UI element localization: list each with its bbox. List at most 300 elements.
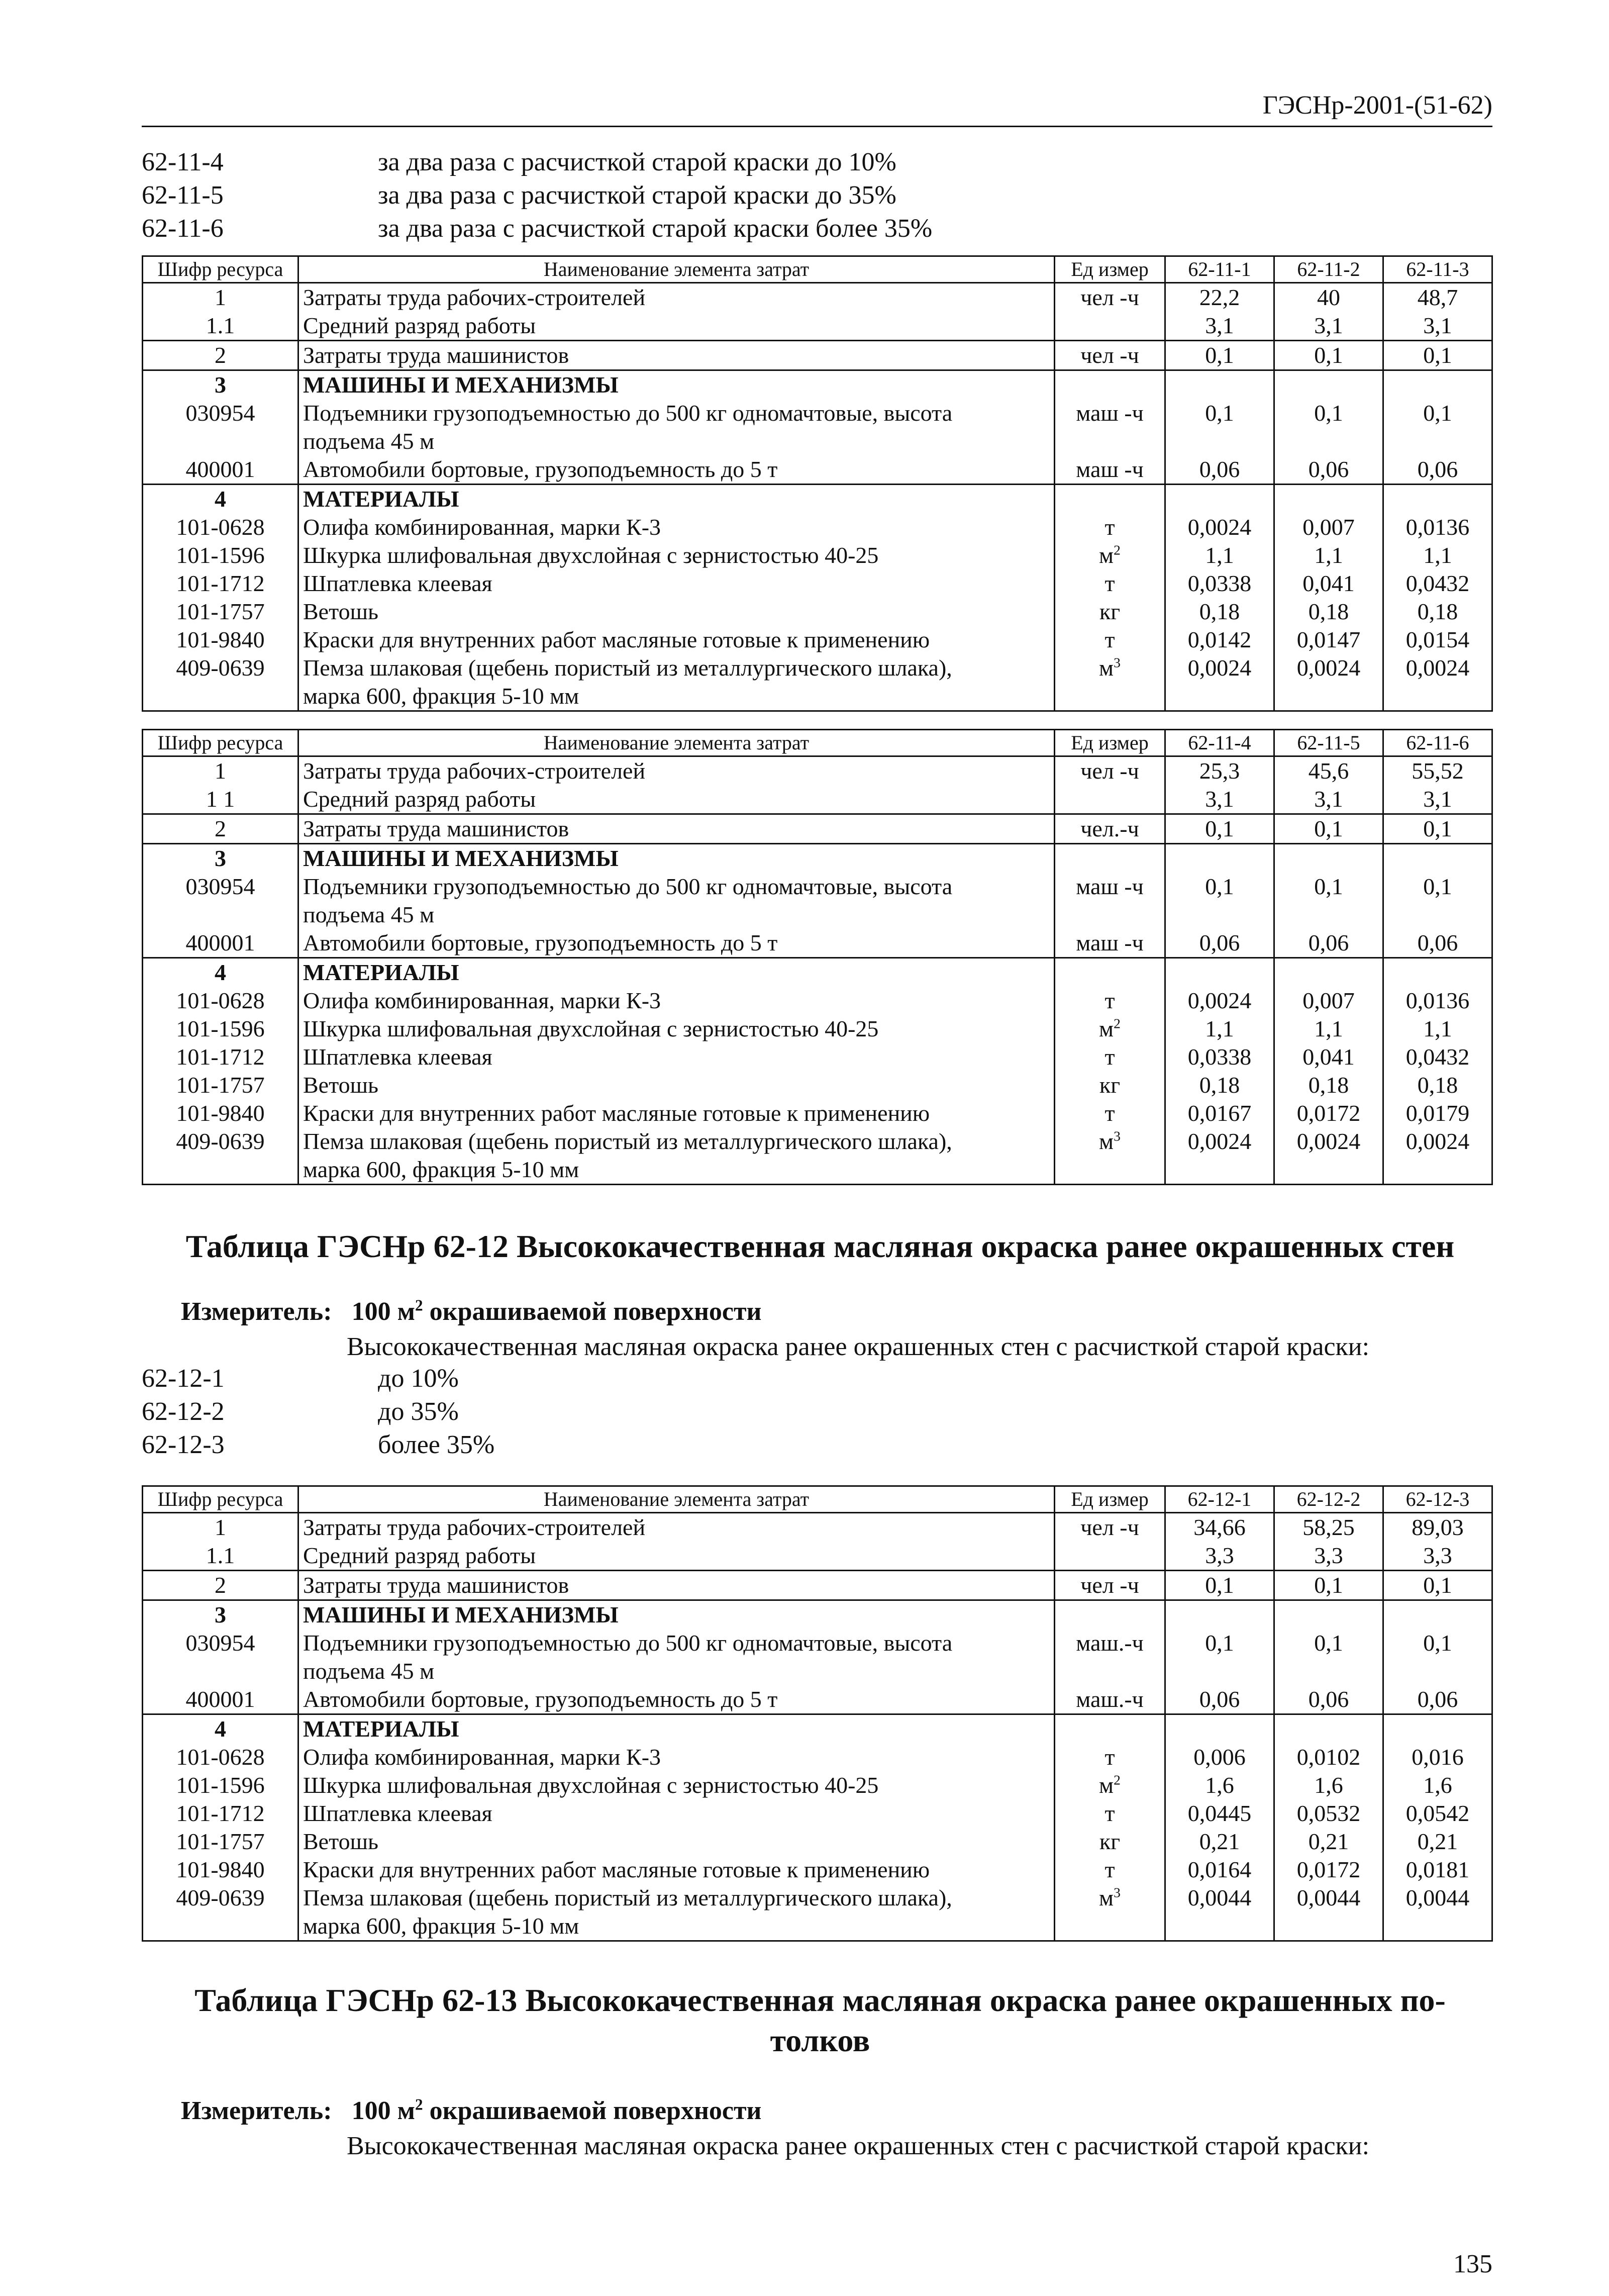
norm-value: 0,1: [1274, 814, 1383, 844]
cost-item-name: Затраты труда машинистов: [298, 814, 1055, 844]
norm-value: 55,52: [1383, 756, 1492, 786]
resource-code: 101-1757: [143, 598, 298, 626]
table-row: [143, 1912, 1492, 1941]
table-row: [143, 844, 1492, 873]
norm-value: 40: [1274, 283, 1383, 312]
norm-value: [1383, 901, 1492, 929]
norm-value: [1165, 1156, 1274, 1185]
table-row: [143, 626, 1492, 654]
unit: м: [1099, 655, 1114, 681]
resource-code: 1 1: [143, 785, 298, 814]
cost-item-name: Краски для внутренних работ масляные готовые к применению: [298, 1856, 1055, 1884]
resource-code: 101-1712: [143, 1043, 298, 1071]
unit-cell: [1055, 654, 1165, 682]
unit: [1055, 1714, 1165, 1744]
unit: т: [1055, 1043, 1165, 1071]
cost-item-name: Олифа комбинированная, марки К-3: [298, 513, 1055, 541]
norm-value: [1165, 427, 1274, 455]
header-name: Наименование элемента затрат: [298, 256, 1055, 283]
unit-sup: 3: [1114, 1128, 1121, 1144]
unit: [1055, 1542, 1165, 1571]
cost-item-name: Ветошь: [298, 1071, 1055, 1099]
norm-value: 0,1: [1383, 814, 1492, 844]
unit: чел -ч: [1055, 1571, 1165, 1600]
table-row: [143, 370, 1492, 400]
norm-value: 0,0432: [1383, 569, 1492, 598]
norm-value: [1165, 1714, 1274, 1744]
cost-item-name: Пемза шлаковая (щебень пористый из металлургического шлака),: [298, 1127, 1055, 1156]
norm-value: 3,1: [1274, 312, 1383, 341]
table-row: [143, 1657, 1492, 1685]
cost-item-name: марка 600, фракция 5-10 мм: [298, 1912, 1055, 1941]
table-row: [143, 1714, 1492, 1744]
code: 62-12-1: [142, 1364, 225, 1393]
resource-code: 1.1: [143, 312, 298, 341]
cost-item-name: МАШИНЫ И МЕХАНИЗМЫ: [298, 1600, 1055, 1630]
unit-cell: [1055, 1771, 1165, 1799]
resource-code: 2: [143, 341, 298, 370]
cost-item-name: Шкурка шлифовальная двухслойная с зернистостью 40-25: [298, 541, 1055, 569]
norm-value: 0,0044: [1383, 1884, 1492, 1912]
cost-item-name: Затраты труда машинистов: [298, 341, 1055, 370]
norm-value: [1274, 1714, 1383, 1744]
resource-code: 101-1757: [143, 1071, 298, 1099]
resource-code: 409-0639: [143, 1884, 298, 1912]
header-unit: Ед измер: [1055, 256, 1165, 283]
norm-value: [1383, 1657, 1492, 1685]
resource-table-62-11-1-3: [142, 255, 1493, 712]
code-line: [142, 1428, 1498, 1462]
header-unit: Ед измер: [1055, 730, 1165, 756]
header-norm-code: 62-11-2: [1274, 256, 1383, 283]
table-row: [143, 1771, 1492, 1799]
unit: чел -ч: [1055, 283, 1165, 312]
norm-value: 0,21: [1383, 1828, 1492, 1856]
table-row: [143, 958, 1492, 987]
header-name: Наименование элемента затрат: [298, 1486, 1055, 1513]
cost-item-name: Подъемники грузоподъемностью до 500 кг одномачтовые, высота: [298, 873, 1055, 901]
unit: т: [1055, 1799, 1165, 1828]
measurer-62-13: [181, 2096, 762, 2126]
resource-code: 409-0639: [143, 654, 298, 682]
resource-code: [143, 1912, 298, 1941]
norm-value: 34,66: [1165, 1513, 1274, 1542]
norm-value: 0,041: [1274, 1043, 1383, 1071]
unit: т: [1055, 1743, 1165, 1771]
norm-value: [1383, 427, 1492, 455]
unit-sup: 2: [1114, 542, 1121, 558]
resource-code: 400001: [143, 1685, 298, 1714]
cost-item-name: Затраты труда машинистов: [298, 1571, 1055, 1600]
norm-value: 0,21: [1274, 1828, 1383, 1856]
resource-code: 3: [143, 1600, 298, 1630]
norm-value: 1,1: [1383, 1015, 1492, 1043]
norm-value: 0,18: [1383, 598, 1492, 626]
cost-item-name: Подъемники грузоподъемностью до 500 кг одномачтовые, высота: [298, 1629, 1055, 1657]
norm-value: 0,1: [1165, 814, 1274, 844]
norm-value: [1274, 682, 1383, 711]
cost-item-name: Шпатлевка клеевая: [298, 1043, 1055, 1071]
code-text: за два раза с расчисткой старой краски более 35%: [378, 214, 933, 243]
norm-value: [1383, 1600, 1492, 1630]
norm-value: 0,0181: [1383, 1856, 1492, 1884]
norm-value: 3,1: [1165, 312, 1274, 341]
norm-value: 0,0338: [1165, 1043, 1274, 1071]
resource-code: 101-0628: [143, 513, 298, 541]
norm-value: [1165, 958, 1274, 987]
norm-value: 0,18: [1274, 1071, 1383, 1099]
table-row: [143, 1513, 1492, 1542]
norm-value: 0,0432: [1383, 1043, 1492, 1071]
norm-value: 0,0172: [1274, 1099, 1383, 1127]
table-row: [143, 1099, 1492, 1127]
unit: чел -ч: [1055, 341, 1165, 370]
header-norm-code: 62-11-5: [1274, 730, 1383, 756]
norm-value: 0,1: [1165, 399, 1274, 427]
norm-value: 0,041: [1274, 569, 1383, 598]
table-row: [143, 901, 1492, 929]
resource-code: [143, 427, 298, 455]
norm-value: 0,06: [1274, 929, 1383, 958]
resource-code: 101-9840: [143, 626, 298, 654]
measurer-value-pre: 100 м: [351, 1297, 416, 1326]
unit: [1055, 1912, 1165, 1941]
unit: т: [1055, 569, 1165, 598]
unit: т: [1055, 987, 1165, 1015]
table-row: [143, 1884, 1492, 1912]
cost-item-name: Автомобили бортовые, грузоподъемность до 5 т: [298, 929, 1055, 958]
norm-value: 0,0147: [1274, 626, 1383, 654]
norm-value: 0,0024: [1165, 1127, 1274, 1156]
norm-value: 3,1: [1165, 785, 1274, 814]
unit: [1055, 844, 1165, 873]
code-line: [142, 212, 1498, 245]
norm-value: 0,06: [1383, 1685, 1492, 1714]
norm-value: 3,1: [1383, 312, 1492, 341]
norm-value: [1383, 485, 1492, 514]
table-row: [143, 654, 1492, 682]
cost-item-name: Автомобили бортовые, грузоподъемность до 5 т: [298, 1685, 1055, 1714]
norm-value: [1383, 370, 1492, 400]
norm-value: 0,06: [1383, 455, 1492, 485]
norm-value: [1165, 1600, 1274, 1630]
code-text: более 35%: [378, 1430, 495, 1459]
table-row: [143, 598, 1492, 626]
norm-value: 0,06: [1165, 929, 1274, 958]
norm-value: [1274, 427, 1383, 455]
cost-item-name: Автомобили бортовые, грузоподъемность до 5 т: [298, 455, 1055, 485]
table-row: [143, 1156, 1492, 1185]
norm-value: 1,1: [1165, 541, 1274, 569]
norm-value: 0,18: [1165, 598, 1274, 626]
table-row: [143, 283, 1492, 312]
norm-value: 25,3: [1165, 756, 1274, 786]
norm-value: 0,0024: [1274, 1127, 1383, 1156]
unit: [1055, 370, 1165, 400]
table-row: [143, 312, 1492, 341]
resource-code: [143, 682, 298, 711]
code: 62-11-4: [142, 148, 224, 176]
unit: [1055, 682, 1165, 711]
cost-item-name: Затраты труда рабочих-строителей: [298, 283, 1055, 312]
norm-value: [1274, 370, 1383, 400]
header-norm-code: 62-11-1: [1165, 256, 1274, 283]
norm-value: 0,06: [1274, 1685, 1383, 1714]
resource-code: 101-0628: [143, 987, 298, 1015]
norm-value: 0,0102: [1274, 1743, 1383, 1771]
norm-value: 1,6: [1274, 1771, 1383, 1799]
header-norm-code: 62-12-1: [1165, 1486, 1274, 1513]
norm-value: 0,21: [1165, 1828, 1274, 1856]
norm-value: [1383, 682, 1492, 711]
norm-value: 0,1: [1383, 1629, 1492, 1657]
codes-list-62-12: [142, 1362, 1498, 1462]
unit: маш -ч: [1055, 455, 1165, 485]
header-norm-code: 62-11-6: [1383, 730, 1492, 756]
norm-value: [1383, 1714, 1492, 1744]
norm-value: 0,0136: [1383, 513, 1492, 541]
norm-value: 1,1: [1274, 1015, 1383, 1043]
norm-value: 0,0179: [1383, 1099, 1492, 1127]
resource-code: 101-9840: [143, 1856, 298, 1884]
header-norm-code: 62-11-3: [1383, 256, 1492, 283]
table-row: [143, 513, 1492, 541]
cost-item-name: МАШИНЫ И МЕХАНИЗМЫ: [298, 844, 1055, 873]
norm-value: [1274, 1912, 1383, 1941]
norm-value: 0,0338: [1165, 569, 1274, 598]
cost-item-name: Ветошь: [298, 598, 1055, 626]
resource-table-62-11-4-6: [142, 729, 1493, 1185]
table-row: [143, 1600, 1492, 1630]
cost-item-name: марка 600, фракция 5-10 мм: [298, 1156, 1055, 1185]
resource-code: 400001: [143, 929, 298, 958]
measurer-label: Измеритель:: [181, 2096, 332, 2125]
table-row: [143, 1015, 1492, 1043]
title-line-1: Таблица ГЭСНр 62-13 Высококачественная масляная окраска ранее окрашенных по-: [194, 1982, 1446, 2018]
norm-value: [1383, 1156, 1492, 1185]
norm-value: [1165, 1657, 1274, 1685]
norm-value: 1,1: [1274, 541, 1383, 569]
unit: маш -ч: [1055, 929, 1165, 958]
unit-sup: 2: [1114, 1015, 1121, 1031]
norm-value: [1383, 958, 1492, 987]
unit: [1055, 1156, 1165, 1185]
table-row: [143, 814, 1492, 844]
cost-item-name: Пемза шлаковая (щебень пористый из металлургического шлака),: [298, 1884, 1055, 1912]
unit: маш.-ч: [1055, 1685, 1165, 1714]
cost-item-name: Затраты труда рабочих-строителей: [298, 756, 1055, 786]
table-row: [143, 1043, 1492, 1071]
table-row: [143, 785, 1492, 814]
unit: т: [1055, 626, 1165, 654]
norm-value: 3,3: [1274, 1542, 1383, 1571]
norm-value: 1,6: [1383, 1771, 1492, 1799]
table-row: [143, 1828, 1492, 1856]
cost-item-name: Краски для внутренних работ масляные готовые к применению: [298, 1099, 1055, 1127]
resource-code: 1: [143, 283, 298, 312]
norm-value: 0,007: [1274, 513, 1383, 541]
header-norm-code: 62-11-4: [1165, 730, 1274, 756]
measurer-value-post: окрашиваемой поверхности: [423, 1297, 762, 1326]
norm-value: 0,1: [1165, 873, 1274, 901]
table-row: [143, 1799, 1492, 1828]
table-row: [143, 1629, 1492, 1657]
norm-value: [1274, 958, 1383, 987]
norm-value: 0,1: [1274, 1571, 1383, 1600]
norm-value: 0,1: [1383, 1571, 1492, 1600]
table-row: [143, 427, 1492, 455]
norm-value: 0,0154: [1383, 626, 1492, 654]
resource-code: 101-9840: [143, 1099, 298, 1127]
code-line: [142, 146, 1498, 179]
norm-value: 0,1: [1274, 873, 1383, 901]
cost-item-name: МАТЕРИАЛЫ: [298, 958, 1055, 987]
measurer-sup: 2: [415, 2095, 423, 2114]
table-row: [143, 1071, 1492, 1099]
unit: маш.-ч: [1055, 1629, 1165, 1657]
norm-value: 0,0445: [1165, 1799, 1274, 1828]
norm-value: 0,0024: [1165, 513, 1274, 541]
resource-code: 3: [143, 370, 298, 400]
cost-item-name: МАШИНЫ И МЕХАНИЗМЫ: [298, 370, 1055, 400]
norm-value: 0,18: [1165, 1071, 1274, 1099]
code-text: до 35%: [378, 1397, 459, 1426]
codes-list-62-11: [142, 146, 1498, 245]
cost-item-name: Пемза шлаковая (щебень пористый из металлургического шлака),: [298, 654, 1055, 682]
norm-value: 0,0024: [1165, 654, 1274, 682]
measurer-value-post: окрашиваемой поверхности: [423, 2096, 762, 2125]
unit: [1055, 1657, 1165, 1685]
norm-value: 58,25: [1274, 1513, 1383, 1542]
norm-value: [1165, 682, 1274, 711]
norm-value: 3,3: [1383, 1542, 1492, 1571]
resource-code: 101-1596: [143, 1771, 298, 1799]
resource-code: 030954: [143, 399, 298, 427]
table-row: [143, 1542, 1492, 1571]
table-row: [143, 1685, 1492, 1714]
unit: м: [1099, 1772, 1114, 1798]
norm-value: 0,007: [1274, 987, 1383, 1015]
unit: [1055, 312, 1165, 341]
norm-value: 0,016: [1383, 1743, 1492, 1771]
norm-value: [1165, 844, 1274, 873]
resource-code: 101-1596: [143, 541, 298, 569]
norm-value: 0,1: [1165, 1571, 1274, 1600]
unit-sup: 3: [1114, 654, 1121, 671]
table-header-row: [143, 730, 1492, 756]
unit: маш -ч: [1055, 873, 1165, 901]
unit: чел.-ч: [1055, 814, 1165, 844]
resource-code: 101-1712: [143, 569, 298, 598]
unit-cell: [1055, 1015, 1165, 1043]
unit: [1055, 1600, 1165, 1630]
unit: маш -ч: [1055, 399, 1165, 427]
norm-value: 0,0024: [1383, 1127, 1492, 1156]
norm-value: [1383, 844, 1492, 873]
unit: м: [1099, 1885, 1114, 1910]
norm-value: [1274, 1657, 1383, 1685]
norm-value: 0,06: [1165, 455, 1274, 485]
cost-item-name: подъема 45 м: [298, 1657, 1055, 1685]
unit: м: [1099, 1128, 1114, 1154]
header-code: Шифр ресурса: [143, 1486, 298, 1513]
table-row: [143, 756, 1492, 786]
description-62-12: Высококачественная масляная окраска ранее окрашенных стен с расчисткой старой краски:: [347, 1332, 1370, 1361]
unit: [1055, 485, 1165, 514]
norm-value: 0,0172: [1274, 1856, 1383, 1884]
doc-code: ГЭСНр-2001-(51-62): [1262, 91, 1492, 120]
code-line: [142, 179, 1498, 212]
measurer-value-pre: 100 м: [351, 2096, 416, 2125]
resource-code: 3: [143, 844, 298, 873]
header-code: Шифр ресурса: [143, 730, 298, 756]
resource-code: 030954: [143, 1629, 298, 1657]
norm-value: 0,0024: [1383, 654, 1492, 682]
unit: чел -ч: [1055, 756, 1165, 786]
norm-value: 0,0024: [1274, 654, 1383, 682]
norm-value: [1274, 901, 1383, 929]
cost-item-name: Затраты труда рабочих-строителей: [298, 1513, 1055, 1542]
norm-value: [1274, 1600, 1383, 1630]
norm-value: [1383, 1912, 1492, 1941]
unit-cell: [1055, 541, 1165, 569]
unit: кг: [1055, 1828, 1165, 1856]
unit: [1055, 427, 1165, 455]
resource-code: 101-1596: [143, 1015, 298, 1043]
cost-item-name: Подъемники грузоподъемностью до 500 кг одномачтовые, высота: [298, 399, 1055, 427]
norm-value: 0,1: [1165, 341, 1274, 370]
table-row: [143, 1856, 1492, 1884]
code-text: за два раза с расчисткой старой краски до 10%: [378, 148, 896, 176]
norm-value: 0,1: [1383, 873, 1492, 901]
norm-value: 0,06: [1165, 1685, 1274, 1714]
header-code: Шифр ресурса: [143, 256, 298, 283]
resource-code: 4: [143, 958, 298, 987]
title-line-2: толков: [770, 2023, 870, 2058]
unit: т: [1055, 513, 1165, 541]
norm-value: 0,1: [1383, 341, 1492, 370]
resource-code: 4: [143, 1714, 298, 1744]
measurer-label: Измеритель:: [181, 1297, 332, 1326]
norm-value: 0,1: [1274, 1629, 1383, 1657]
norm-value: 0,1: [1383, 399, 1492, 427]
norm-value: 89,03: [1383, 1513, 1492, 1542]
norm-value: 0,0136: [1383, 987, 1492, 1015]
resource-code: 409-0639: [143, 1127, 298, 1156]
norm-value: 0,0142: [1165, 626, 1274, 654]
norm-value: 0,0532: [1274, 1799, 1383, 1828]
measurer-sup: 2: [415, 1296, 423, 1314]
unit-sup: 3: [1114, 1884, 1121, 1900]
cost-item-name: Средний разряд работы: [298, 1542, 1055, 1571]
norm-value: 3,3: [1165, 1542, 1274, 1571]
unit: [1055, 958, 1165, 987]
resource-code: 101-0628: [143, 1743, 298, 1771]
table-row: [143, 1127, 1492, 1156]
norm-value: [1165, 370, 1274, 400]
norm-value: [1274, 844, 1383, 873]
resource-code: 400001: [143, 455, 298, 485]
table-title-62-13: [142, 1980, 1498, 2061]
norm-value: 48,7: [1383, 283, 1492, 312]
table-row: [143, 682, 1492, 711]
cost-item-name: Шкурка шлифовальная двухслойная с зернистостью 40-25: [298, 1015, 1055, 1043]
norm-value: 0,0542: [1383, 1799, 1492, 1828]
resource-code: 4: [143, 485, 298, 514]
description-62-13: Высококачественная масляная окраска ранее окрашенных стен с расчисткой старой краски:: [347, 2132, 1370, 2160]
code-text: до 10%: [378, 1364, 459, 1393]
table-row: [143, 455, 1492, 485]
